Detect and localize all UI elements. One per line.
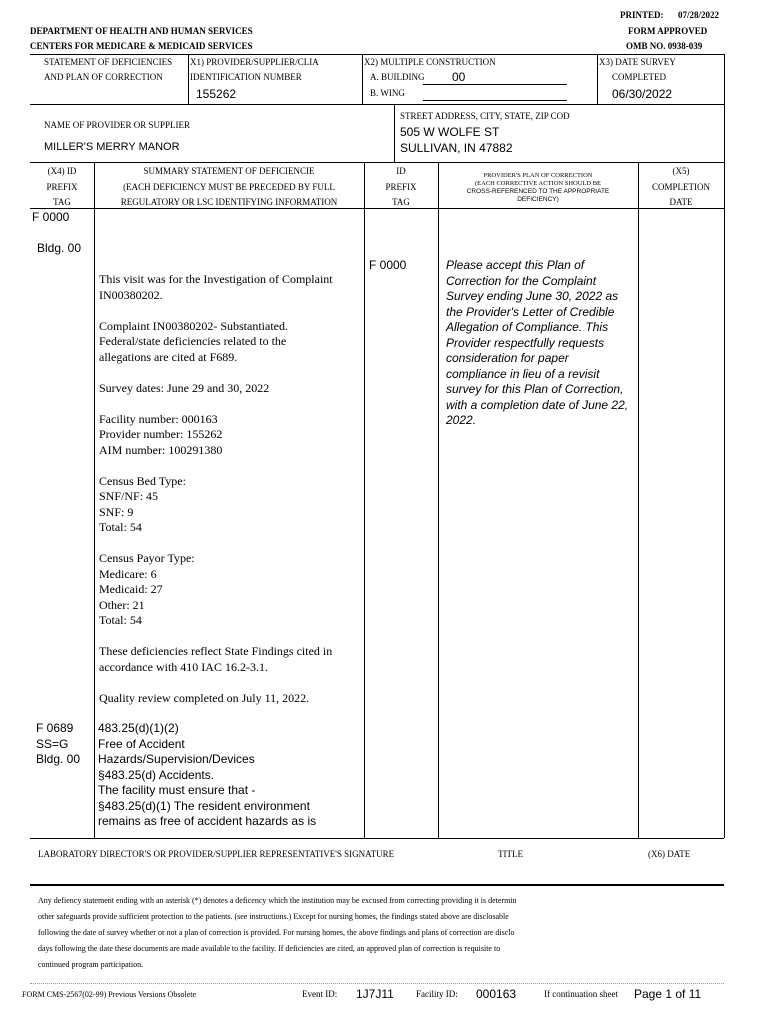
department-title: DEPARTMENT OF HEALTH AND HUMAN SERVICES [30,26,253,36]
tag-f0000: F 0000 [32,210,70,224]
page-number: Page 1 of 11 [634,987,702,1001]
summary-statement-text: This visit was for the Investigation of Complaint IN00380202. Complaint IN00380202- Substantiated. Federal/state deficiencies related to the allegations are cited at F689. Survey dates: June 29 and 30, 2022 Facility number: 000163 Provider number: 155262 AIM number: 100291380 Census Bed Type: SNF/NF: 45 SNF: 9 Total: 54 Census Payor Type: Medicare: 6 Medicaid: 27 Other: 21 Total: 54 These deficiencies reflect State Findings cited in accordance with 410 IAC 16.2-3.1. Quality review completed on July 11, 2022. [99,272,333,705]
table-right-border [724,54,725,838]
divider [597,54,598,104]
statement-label-2: AND PLAN OF CORRECTION [44,72,163,82]
x2-label: X2) MULTIPLE CONSTRUCTION [364,57,496,67]
facility-id-value: 000163 [476,987,517,1001]
x5-header-3: DATE [669,197,693,207]
building-underline [423,84,567,85]
id-header-2: PREFIX [385,182,417,192]
form-number: FORM CMS-2567(02-99) Previous Versions Obsolete [22,990,197,999]
summary-header-3: REGULATORY OR LSC IDENTIFYING INFORMATION [120,197,338,207]
omb-number: OMB NO. 0938-039 [626,41,703,51]
summary-header-1: SUMMARY STATEMENT OF DEFICIENCIE [143,166,315,176]
x4-header-3: TAG [53,197,71,207]
x4-header-2: PREFIX [46,182,78,192]
disclaimer-footnote: Any defiency statement ending with an asterisk (*) denotes a deficency which the institution may be excused from correcting providing it is determin other safeguards provide sufficient protection to the patients. (see instructions.) Except for nursing homes, the findings stated above are disclosable following the date of survey whether or not a plan of correction is provided. For nursing homes, the above findings and plans of correction are disclo days following the date these documents are made available to the facility. If deficiencies are cited, an approved plan of correction is requisite to continued program participation. [38,896,517,969]
survey-completed-date: 06/30/2022 [612,87,673,101]
statement-label-1: STATEMENT OF DEFICIENCIES [44,57,173,67]
x5-header-1: (X5) [672,166,690,176]
x3-label-2: COMPLETED [612,72,666,82]
divider [362,54,363,104]
id-tag-f0000: F 0000 [369,258,407,272]
continuation-label: If continuation sheet [544,989,618,999]
form-approved: FORM APPROVED [628,26,708,36]
title-label: TITLE [498,849,523,859]
footer-divider [30,983,724,984]
id-header-1: ID [396,166,406,176]
printed-date: 07/28/2022 [678,10,720,20]
signature-label: LABORATORY DIRECTOR'S OR PROVIDER/SUPPLIER REPRESENTATIVE'S SIGNATURE [38,849,395,859]
tag-f0689: F 0689 SS=G Bldg. 00 [36,721,81,766]
table-top-border [30,54,724,55]
x5-header-2: COMPLETION [652,182,710,192]
plan-of-correction-text: Please accept this Plan of Correction for the Complaint Survey ending June 30, 2022 as the Provider's Letter of Credible Allegation of Compliance. This Provider respectfully requests consideration for paper compliance in lieu of a revisit survey for this Plan of Correction, with a completion date of June 22, 2022. [446,258,629,427]
divider [188,54,189,104]
building-label: A. BUILDING [370,72,425,82]
provider-name-label: NAME OF PROVIDER OR SUPPLIER [44,120,191,130]
building-value: 00 [452,70,466,84]
id-header-3: TAG [392,197,410,207]
divider [638,162,639,838]
bldg-00: Bldg. 00 [37,241,82,255]
row2-bottom-border [30,162,724,163]
address-label: STREET ADDRESS, CITY, STATE, ZIP COD [400,111,570,121]
divider [364,162,365,838]
x1-label-1: X1) PROVIDER/SUPPLIER/CLIA [190,57,319,67]
centers-title: CENTERS FOR MEDICARE & MEDICAID SERVICES [30,41,253,51]
divider [394,104,395,162]
column-header-bottom-border [30,208,724,209]
event-id-label: Event ID: [302,989,338,999]
provider-number: 155262 [196,87,237,101]
wing-underline [423,100,567,101]
plan-header-2: (EACH CORRECTIVE ACTION SHOULD BE [474,180,602,187]
street-address: 505 W WOLFE ST [400,125,500,139]
x1-label-2: IDENTIFICATION NUMBER [190,72,302,82]
x3-label-1: X3) DATE SURVEY [599,57,676,67]
plan-header-3: CROSS-REFERENCED TO THE APPROPRIATE [466,188,610,195]
printed-label: PRINTED: [620,10,664,20]
divider [94,162,95,838]
date-label: (X6) DATE [648,849,691,859]
plan-header-1: PROVIDER'S PLAN OF CORRECTION [483,172,593,179]
signature-bottom-border [30,884,724,886]
facility-id-label: Facility ID: [416,989,458,999]
row1-bottom-border [30,104,724,105]
city-state-zip: SULLIVAN, IN 47882 [400,141,513,155]
table-bottom-border [30,838,724,839]
x4-header-1: (X4) ID [47,166,77,176]
divider [438,162,439,838]
wing-label: B. WING [370,88,405,98]
provider-name: MILLER'S MERRY MANOR [44,141,180,153]
event-id-value: 1J7J11 [356,987,394,1001]
plan-header-4: DEFICIENCY) [517,196,559,203]
summary-header-2: (EACH DEFICIENCY MUST BE PRECEDED BY FULL [123,182,335,192]
regulation-text: 483.25(d)(1)(2) Free of Accident Hazards/Supervision/Devices §483.25(d) Accidents. The facility must ensure that - §483.25(d)(1) The resident environment remains as free of accident hazards as is [98,721,317,828]
